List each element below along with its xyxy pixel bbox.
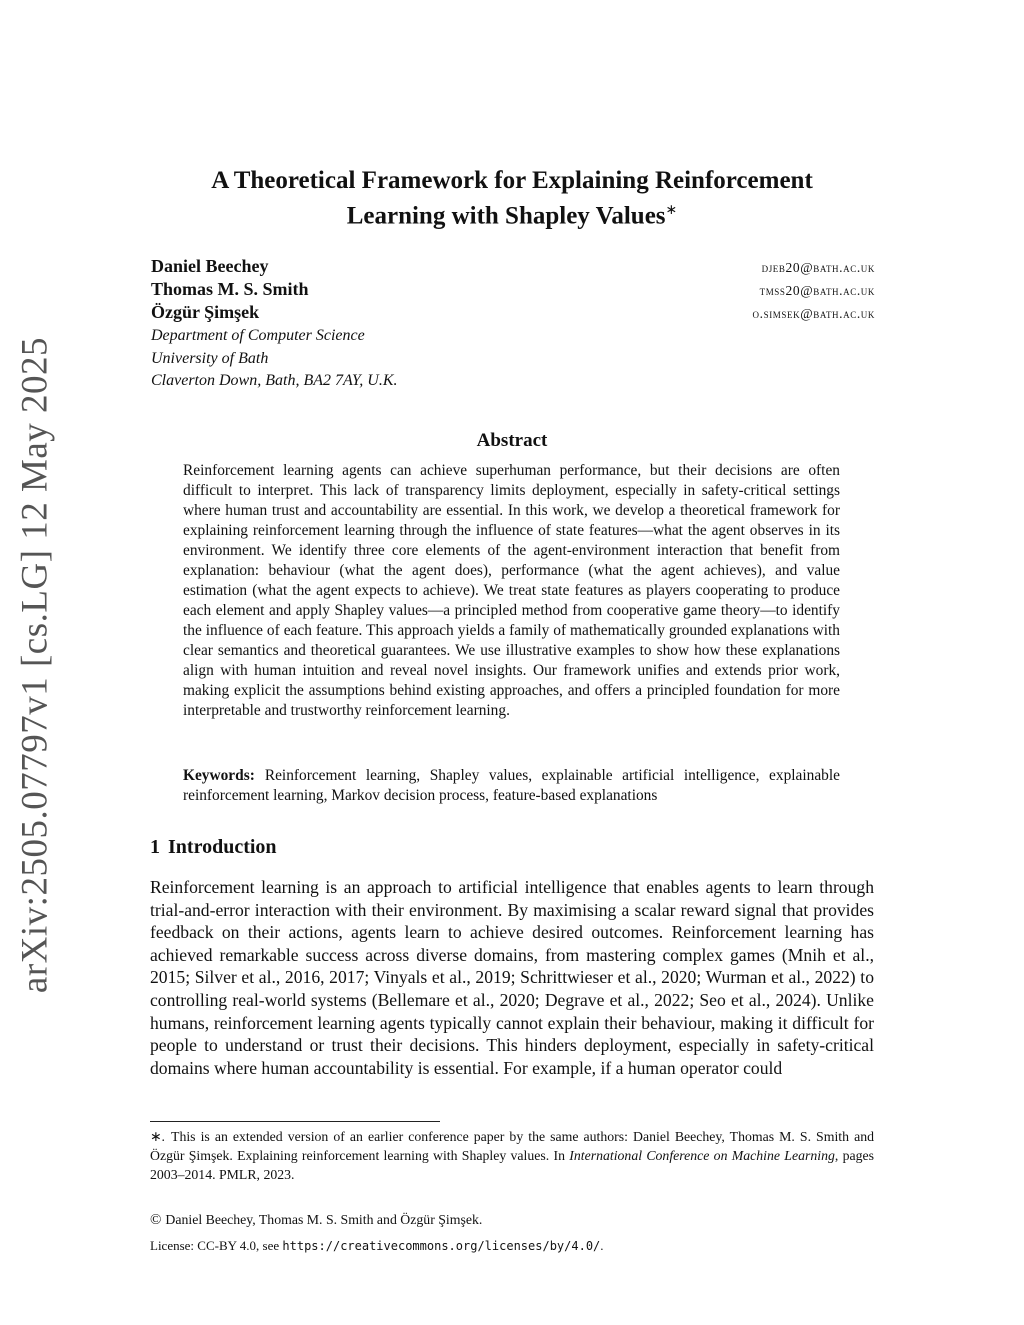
footnote-mark: ∗. (150, 1129, 166, 1144)
license-suffix: . (600, 1238, 604, 1253)
copyright-text: Daniel Beechey, Thomas M. S. Smith and Özgür Şimşek. (165, 1212, 483, 1227)
copyright-icon: © (150, 1212, 162, 1228)
introduction-text: Reinforcement learning is an approach to artificial intelligence that enables agents to learn through trial-and-error interaction with their environment. By maximising a scalar reward signal that provides feedback on their actions, agents learn to achieve desired outcomes. Reinforcement learning has achieved remarkable success across diverse domains, from mastering complex games (Mnih et al., 2015; Silver et al., 2016, 2017; Vinyals et al., 2019; Schrittwieser et al., 2020; Wurman et al., 2022) to controlling real-world systems (Bellemare et al., 2020; Degrave et al., 2022; Seo et al., 2024). Unlike humans, reinforcement learning agents typically cannot explain their behaviour, making it difficult for people to understand or trust their decisions. This hinders deployment, especially in safety-critical domains where human accountability is essential. For example, if a human operator could (150, 877, 874, 1078)
abstract-text: Reinforcement learning agents can achieve superhuman performance, but their decisions are often difficult to interpret. This lack of transparency limits deployment, especially in safety-critical settings where human trust and accountability are essential. In this work, we develop a theoretical framework for explaining reinforcement learning through the influence of state features—what the agent observes in its environment. We identify three core elements of the agent-environment interaction that benefit from explanation: behaviour (what the agent does), performance (what the agent achieves), and value estimation (what the agent expects to achieve). We treat state features as players cooperating to produce each element and apply Shapley values—a principled method from cooperative game theory—to identify the influence of each feature. This approach yields a family of mathematically grounded explanations with clear semantics and theoretical guarantees. We use illustrative examples to show how these explanations align with human intuition and reveal novel insights. Our framework unifies and extends prior work, making explicit the assumptions behind existing approaches, and offers a principled foundation for more interpretable and trustworthy reinforcement learning. (183, 462, 840, 719)
author-name: Thomas M. S. Smith (151, 279, 309, 299)
abstract-heading: Abstract (476, 430, 548, 451)
author-email[interactable]: tmss20@bath.ac.uk (759, 283, 875, 298)
footnote (150, 1127, 874, 1184)
author-name: Daniel Beechey (151, 256, 269, 276)
footnote-venue: International Conference on Machine Learning (569, 1148, 835, 1163)
author-email[interactable]: o.simsek@bath.ac.uk (752, 306, 875, 321)
author-row (151, 279, 875, 302)
paper-title (150, 166, 874, 231)
license-link[interactable]: https://creativecommons.org/licenses/by/4.0/ (282, 1239, 601, 1253)
affiliation-address: Claverton Down, Bath, BA2 7AY, U.K. (151, 372, 398, 389)
title-footnote-mark: ∗ (665, 203, 678, 218)
author-email[interactable]: djeb20@bath.ac.uk (761, 260, 875, 275)
affiliation-dept: Department of Computer Science (151, 327, 365, 344)
section-title: Introduction (168, 836, 277, 858)
section-number: 1 (150, 836, 160, 858)
title-line-2-text: Learning with Shapley Values (346, 202, 666, 230)
arxiv-stamp-text: arXiv:2505.07797v1 [cs.LG] 12 May 2025 (14, 336, 56, 994)
affiliation-univ: University of Bath (151, 349, 269, 367)
footnote-text-before: This is an extended version of an earlier conference paper by the same authors: Daniel Beechey, Thomas M. S. Smith and Özgür Şimşek. Explaining reinforcement learning with Shapley values. In (150, 1129, 874, 1163)
license-line (150, 1238, 874, 1254)
author-block (151, 256, 875, 393)
footnote-divider (150, 1121, 440, 1122)
author-row (151, 256, 875, 279)
author-name: Özgür Şimşek (151, 302, 260, 322)
license-prefix: License: CC-BY 4.0, see (150, 1238, 283, 1253)
author-row (151, 302, 875, 325)
footnote-text-after: , pages 2003–2014. PMLR, 2023. (150, 1148, 875, 1182)
keywords-label: Keywords: (183, 767, 255, 784)
section-heading (150, 836, 277, 859)
arxiv-side-stamp (5, 336, 65, 994)
keywords-text: Reinforcement learning, Shapley values, explainable artificial intelligence, explainable reinforcement learning, Markov decision process, feature-based explanations (183, 767, 840, 804)
title-line-1: A Theoretical Framework for Explaining Reinforcement (211, 167, 813, 194)
title-line-2 (150, 196, 874, 231)
keywords (183, 766, 840, 806)
copyright-line (150, 1212, 874, 1229)
